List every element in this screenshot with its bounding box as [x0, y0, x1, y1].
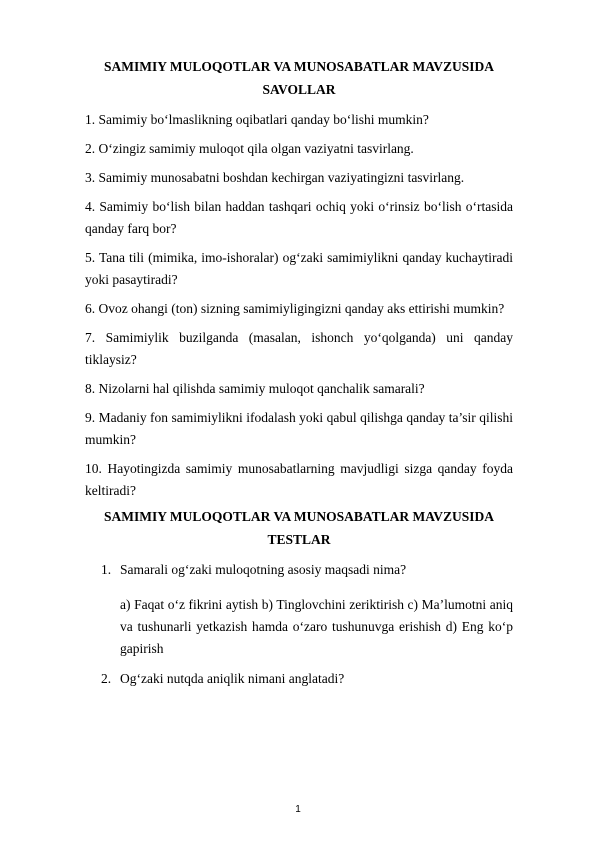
- test-number: 1.: [101, 562, 112, 577]
- question-item: 1. Samimiy bo‘lmaslikning oqibatlari qanday bo‘lishi mumkin?: [85, 112, 429, 127]
- tests-heading: [85, 505, 513, 551]
- test-number: 2.: [101, 671, 112, 686]
- test-question: Og‘zaki nutqda aniqlik nimani anglatadi?: [120, 671, 345, 686]
- questions-heading: [85, 55, 513, 101]
- question-item: 5. Tana tili (mimika, imo-ishoralar) og‘zaki samimiylikni qanday kuchaytiradi yoki pasaytiradi?: [85, 250, 513, 287]
- questions-heading-line1: SAMIMIY MULOQOTLAR VA MUNOSABATLAR MAVZUSIDA: [103, 59, 495, 74]
- test-answers: a) Faqat o‘z fikrini aytish b) Tinglovchini zeriktirish c) Ma’lumotni aniq va tushunarli yetkazish hamda o‘zaro tushunuvga erishish d) Eng ko‘p gapirish: [120, 597, 513, 656]
- question-item: 9. Madaniy fon samimiylikni ifodalash yoki qabul qilishga qanday ta’sir qilishi mumkin?: [85, 410, 513, 447]
- questions-heading-line2: SAVOLLAR: [262, 82, 336, 97]
- page-number: 1: [295, 804, 301, 815]
- question-item: 4. Samimiy bo‘lish bilan haddan tashqari ochiq yoki o‘rinsiz bo‘lish o‘rtasida qanday farq bor?: [85, 199, 513, 236]
- question-item: 2. O‘zingiz samimiy muloqot qila olgan vaziyatni tasvirlang.: [85, 141, 414, 156]
- test-item: [85, 668, 513, 690]
- page-content: [85, 55, 513, 690]
- question-item: 6. Ovoz ohangi (ton) sizning samimiyligingizni qanday aks ettirishi mumkin?: [85, 301, 505, 316]
- tests-list: [85, 559, 513, 581]
- question-item: 3. Samimiy munosabatni boshdan kechirgan vaziyatingizni tasvirlang.: [85, 170, 465, 185]
- test-question: Samarali og‘zaki muloqotning asosiy maqsadi nima?: [120, 562, 407, 577]
- question-item: 10. Hayotingizda samimiy munosabatlarning mavjudligi sizga qanday foyda keltiradi?: [85, 461, 513, 498]
- tests-heading-line2: TESTLAR: [267, 532, 331, 547]
- tests-heading-line1: SAMIMIY MULOQOTLAR VA MUNOSABATLAR MAVZUSIDA: [103, 509, 495, 524]
- questions-list: [85, 109, 513, 502]
- question-item: 7. Samimiylik buzilganda (masalan, ishonch yo‘qolganda) uni qanday tiklaysiz?: [85, 330, 513, 367]
- question-item: 8. Nizolarni hal qilishda samimiy muloqot qanchalik samarali?: [85, 381, 425, 396]
- tests-list-continued: [85, 668, 513, 690]
- test-item: [85, 559, 513, 581]
